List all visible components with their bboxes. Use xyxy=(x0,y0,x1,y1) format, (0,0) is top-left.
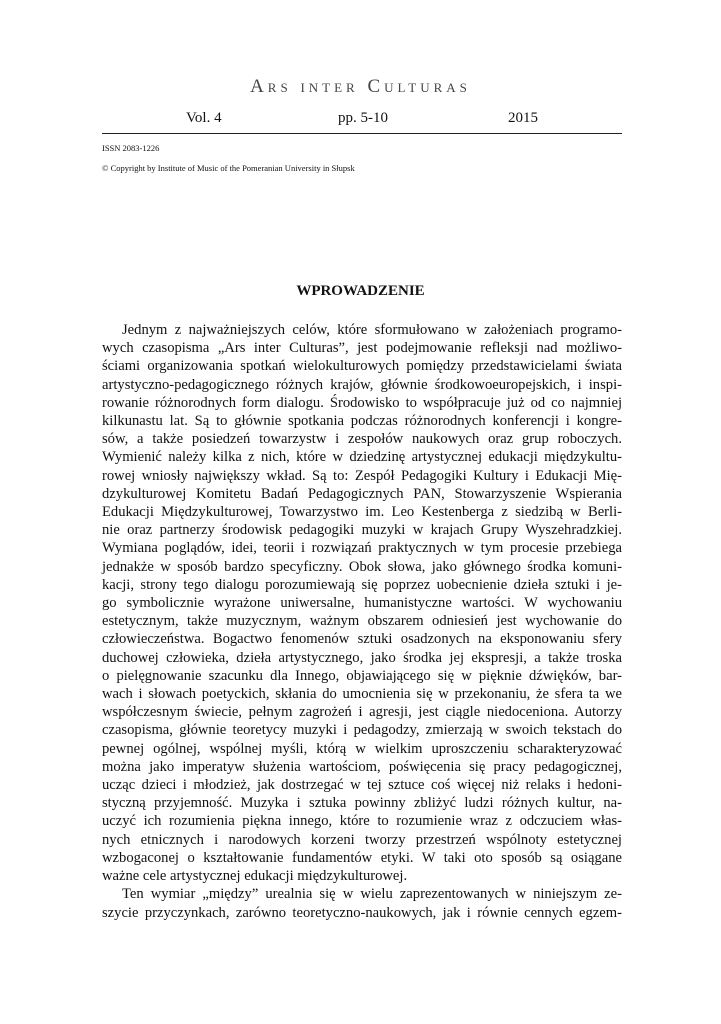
text-line: nie oraz partnerzy środowisk pedagogiki muzyki w krajach Grupy Wyszehradzkiej. xyxy=(102,522,622,539)
text-line: wach i słowach poetyckich, skłania do umocnienia się w przekonaniu, że sfera ta we xyxy=(102,686,622,703)
text-line: Jednym z najważniejszych celów, które sformułowano w założeniach programo- xyxy=(122,322,622,338)
text-line: ściami organizowania spotkań wielokulturowych pomiędzy przedstawicielami świata xyxy=(102,358,622,375)
text-line: wych czasopisma „Ars inter Culturas”, jest podejmowanie refleksji nad możliwo- xyxy=(102,340,622,357)
text-line: człowieczeństwa. Bogactwo fenomenów sztuki osadzonych na eksponowaniu sfery xyxy=(102,631,622,648)
text-line: ucząc dzieci i młodzież, jak dostrzegać w tej sztuce coś więcej niż relaks i hedoni- xyxy=(102,777,622,794)
text-line: wzbogaconej o kształtowanie fundamentów etyki. W taki oto sposób są osiągane xyxy=(102,849,622,866)
page-range: pp. 5-10 xyxy=(338,110,388,126)
publication-year: 2015 xyxy=(508,110,538,126)
text-line: współczesnym świecie, pełnym zagrożeń i agresji, jest ciągle niedoceniona. Autorzy xyxy=(102,704,622,721)
issue-info xyxy=(102,110,622,130)
text-line: czasopisma, głównie teoretycy muzyki i pedagodzy, zmierzają w swoich tekstach do xyxy=(102,722,622,739)
issn-number: ISSN 2083-1226 xyxy=(102,143,160,153)
text-line: rowanie różnorodnych form dialogu. Środowisko to współpracuje już od co najmniej xyxy=(102,394,622,411)
text-line: Ten wymiar „między” urealnia się w wielu zaprezentowanych w niniejszym ze- xyxy=(122,886,622,903)
copyright-notice: © Copyright by Institute of Music of the Pomeranian University in Słupsk xyxy=(102,163,355,173)
text-line: artystyczno-pedagogicznego różnych krajów, głównie środkowoeuropejskich, i inspi- xyxy=(102,376,622,393)
text-line: Wymiana poglądów, idei, teorii i rozwiązań praktycznych w tym procesie przebiega xyxy=(102,540,622,557)
volume-number: Vol. 4 xyxy=(186,110,222,126)
text-line: duchowej człowieka, dzieła artystycznego, jako środka jej ekspresji, a także troska xyxy=(102,649,622,666)
article-title: WPROWADZENIE xyxy=(296,283,425,299)
text-line: styczną przyjemność. Muzyka i sztuka powinny zbliżyć ludzi różnych kultur, na- xyxy=(102,795,622,812)
text-line: Edukacji Międzykulturowej, Towarzystwo im. Leo Kestenberga z siedzibą w Berli- xyxy=(102,504,622,521)
text-line: go symbolicznie wyrażone uniwersalne, humanistyczne wartości. W wychowaniu xyxy=(102,595,622,612)
header-rule xyxy=(102,133,622,134)
text-line: kilkunastu lat. Są to głównie spotkania podczas różnorodnych konferencji i kongre- xyxy=(102,413,622,430)
text-line: jednakże w sposób bardzo specyficzny. Obok słowa, jako głównego środka komuni- xyxy=(102,558,622,575)
text-line: pewnej ogólnej, wspólnej myśli, którą w wielkim uproszczeniu scharakteryzować xyxy=(102,740,622,757)
text-line: nych etnicznych i narodowych korzeni tworzy przestrzeń wspólnoty estetycznej xyxy=(102,831,622,848)
text-line: kacji, strony tego dialogu porozumiewają się poprzez uobecnienie dzieła sztuki i je- xyxy=(102,576,622,593)
text-line: estetycznym, także muzycznym, ważnym obszarem odniesień jest wychowanie do xyxy=(102,613,622,630)
text-line: ważne cele artystycznej edukacji międzykulturowej. xyxy=(102,868,408,885)
text-line: Wymienić należy kilka z nich, które w dziedzinę artystycznej edukacji międzykultu- xyxy=(102,449,622,466)
article-body xyxy=(102,321,622,922)
text-line: dzykulturowej Komitetu Badań Pedagogicznych PAN, Stowarzyszenie Wspierania xyxy=(102,485,622,502)
text-line: można jako imperatyw służenia wartościom, poświęcenia się pracy pedagogicznej, xyxy=(102,758,622,775)
text-line: o pielęgnowanie szacunku dla Innego, objawiającego się w pięknie dźwięków, bar- xyxy=(102,667,622,684)
text-line: sów, a także posiedzeń towarzystw i zespołów naukowych oraz grup roboczych. xyxy=(102,431,622,448)
text-line: rowej wniosły największy wkład. Są to: Zespół Pedagogiki Kultury i Edukacji Mię- xyxy=(102,467,622,484)
journal-title: Ars inter Culturas xyxy=(250,76,471,97)
text-line: uczyć ich rozumienia piękna innego, które to rozumienie wraz z odczuciem włas- xyxy=(102,813,622,830)
text-line: szycie przyczynkach, zarówno teoretyczno-naukowych, jak i równie cennych egzem- xyxy=(102,904,622,921)
